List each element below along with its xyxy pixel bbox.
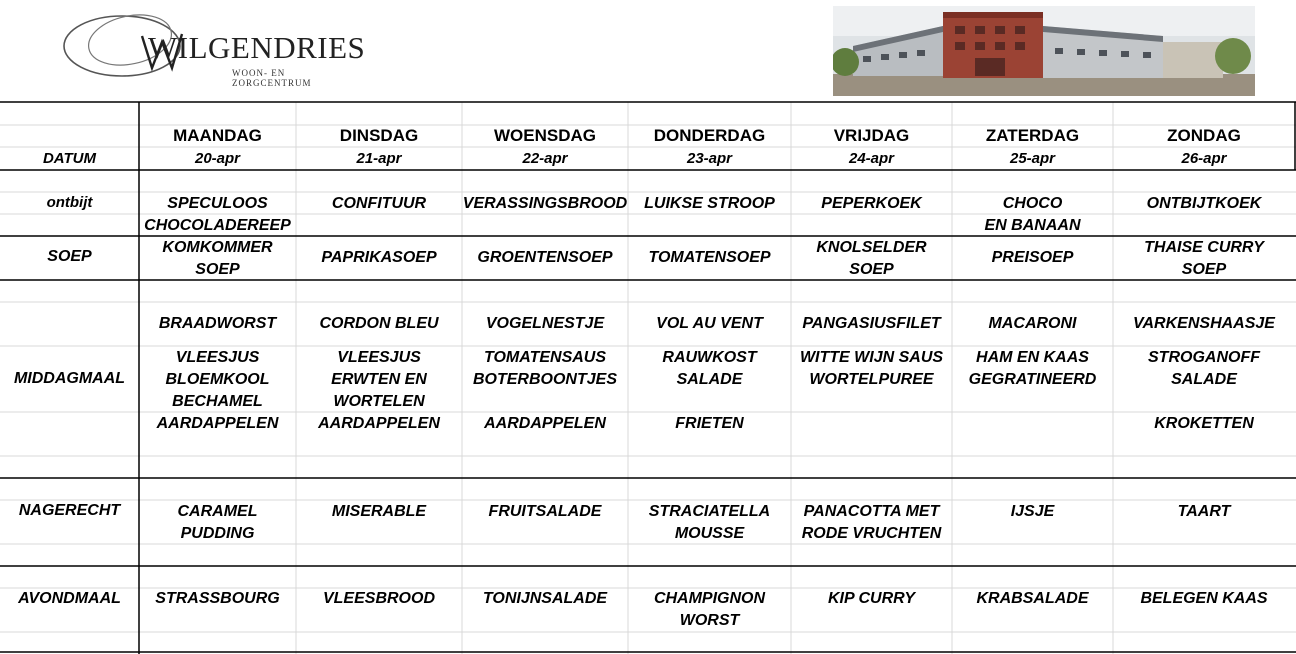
day-date-1: 21-apr bbox=[356, 150, 402, 167]
ontbijt-item: CHOCOLADEREEP bbox=[144, 217, 291, 234]
middagmaal-item: RAUWKOST bbox=[662, 349, 757, 366]
ontbijt-item: SPECULOOS bbox=[167, 195, 268, 212]
middagmaal-item: AARDAPPELEN bbox=[156, 415, 279, 432]
nagerecht-item: PANACOTTA MET bbox=[803, 503, 940, 520]
datum-label: DATUM bbox=[42, 150, 97, 167]
day-date-3: 23-apr bbox=[686, 150, 733, 167]
day-name-2: WOENSDAG bbox=[494, 126, 596, 145]
middagmaal-item: WORTELEN bbox=[333, 393, 425, 410]
avondmaal-item: WORST bbox=[679, 612, 740, 629]
avondmaal-item: TONIJNSALADE bbox=[482, 590, 608, 607]
day-date-4: 24-apr bbox=[848, 150, 895, 167]
day-name-3: DONDERDAG bbox=[653, 126, 766, 145]
middagmaal-item: BECHAMEL bbox=[172, 393, 263, 410]
row-label-middagmaal: MIDDAGMAAL bbox=[13, 370, 126, 387]
logo-name: WILGENDRIES bbox=[148, 30, 366, 65]
middagmaal-item: FRIETEN bbox=[675, 415, 744, 432]
middagmaal-item: SALADE bbox=[676, 371, 743, 388]
middagmaal-item: KROKETTEN bbox=[1154, 415, 1254, 432]
middagmaal-item: AARDAPPELEN bbox=[318, 415, 440, 432]
middagmaal-item: HAM EN KAAS bbox=[976, 349, 1089, 366]
day-date-5: 25-apr bbox=[1009, 150, 1056, 167]
middagmaal-item: VARKENSHAASJE bbox=[1133, 315, 1275, 332]
ontbijt-item: EN BANAAN bbox=[984, 217, 1081, 234]
middagmaal-item: TOMATENSAUS bbox=[483, 349, 607, 366]
soep-item: THAISE CURRY bbox=[1144, 239, 1264, 256]
day-name-4: VRIJDAG bbox=[833, 126, 910, 145]
middagmaal-item: VLEESJUS bbox=[337, 349, 421, 366]
nagerecht-item: MOUSSE bbox=[674, 525, 745, 542]
row-label-avondmaal: AVONDMAAL bbox=[18, 590, 121, 607]
avondmaal-item: STRASSBOURG bbox=[155, 590, 280, 607]
nagerecht-item: CARAMEL bbox=[177, 503, 258, 520]
middagmaal-item: BRAADWORST bbox=[158, 315, 277, 332]
logo-subtitle: WOON- EN ZORGCENTRUM bbox=[232, 68, 312, 88]
ontbijt-item: PEPERKOEK bbox=[821, 195, 922, 212]
nagerecht-item: FRUITSALADE bbox=[488, 503, 602, 520]
middagmaal-item: VOL AU VENT bbox=[656, 315, 763, 332]
avondmaal-item: VLEESBROOD bbox=[322, 590, 435, 607]
ontbijt-item: CONFITUUR bbox=[331, 195, 427, 212]
middagmaal-item: STROGANOFF bbox=[1148, 349, 1260, 366]
day-name-6: ZONDAG bbox=[1167, 126, 1241, 145]
ontbijt-item: VERASSINGSBROOD bbox=[462, 195, 628, 212]
middagmaal-item: AARDAPPELEN bbox=[484, 415, 606, 432]
row-label-soep: SOEP bbox=[47, 248, 92, 265]
soep-item: GROENTENSOEP bbox=[477, 249, 613, 266]
row-label-nagerecht: NAGERECHT bbox=[18, 502, 121, 519]
avondmaal-item: CHAMPIGNON bbox=[653, 590, 766, 607]
middagmaal-item: BOTERBOONTJES bbox=[472, 371, 617, 388]
middagmaal-item: PANGASIUSFILET bbox=[802, 315, 941, 332]
soep-item: SOEP bbox=[1181, 261, 1227, 278]
nagerecht-item: PUDDING bbox=[180, 525, 255, 542]
middagmaal-item: VLEESJUS bbox=[175, 349, 260, 366]
middagmaal-item: CORDON BLEU bbox=[319, 315, 439, 332]
soep-item: SOEP bbox=[849, 261, 894, 278]
soep-item: KNOLSELDER bbox=[816, 239, 927, 256]
day-name-5: ZATERDAG bbox=[985, 126, 1080, 145]
day-date-2: 22-apr bbox=[522, 150, 568, 167]
ontbijt-item: LUIKSE STROOP bbox=[644, 195, 775, 212]
nagerecht-item: MISERABLE bbox=[331, 503, 427, 520]
soep-item: PAPRIKASOEP bbox=[321, 249, 437, 266]
day-date-0: 20-apr bbox=[194, 150, 241, 167]
day-name-1: DINSDAG bbox=[339, 126, 419, 145]
nagerecht-item: STRACIATELLA bbox=[648, 503, 771, 520]
nagerecht-item: IJSJE bbox=[1010, 503, 1055, 520]
soep-item: PREISOEP bbox=[991, 249, 1074, 266]
middagmaal-item: WORTELPUREE bbox=[809, 371, 934, 388]
middagmaal-item: BLOEMKOOL bbox=[165, 371, 270, 388]
soep-item: KOMKOMMER bbox=[162, 239, 273, 256]
ontbijt-item: CHOCO bbox=[1002, 195, 1063, 212]
middagmaal-item: SALADE bbox=[1171, 371, 1237, 388]
nagerecht-item: RODE VRUCHTEN bbox=[801, 525, 942, 542]
day-date-6: 26-apr bbox=[1181, 150, 1227, 167]
day-name-0: MAANDAG bbox=[173, 126, 262, 145]
soep-item: TOMATENSOEP bbox=[648, 249, 771, 266]
middagmaal-item: VOGELNESTJE bbox=[485, 315, 605, 332]
middagmaal-item: GEGRATINEERD bbox=[968, 371, 1097, 388]
ontbijt-item: ONTBIJTKOEK bbox=[1146, 195, 1262, 212]
row-label-ontbijt: ontbijt bbox=[46, 194, 93, 211]
middagmaal-item: MACARONI bbox=[988, 315, 1077, 332]
nagerecht-item: TAART bbox=[1177, 503, 1231, 520]
avondmaal-item: KIP CURRY bbox=[827, 590, 916, 607]
middagmaal-item: WITTE WIJN SAUS bbox=[799, 349, 944, 366]
soep-item: SOEP bbox=[195, 261, 240, 278]
avondmaal-item: BELEGEN KAAS bbox=[1140, 590, 1268, 607]
middagmaal-item: ERWTEN EN bbox=[331, 371, 427, 388]
avondmaal-item: KRABSALADE bbox=[976, 590, 1089, 607]
